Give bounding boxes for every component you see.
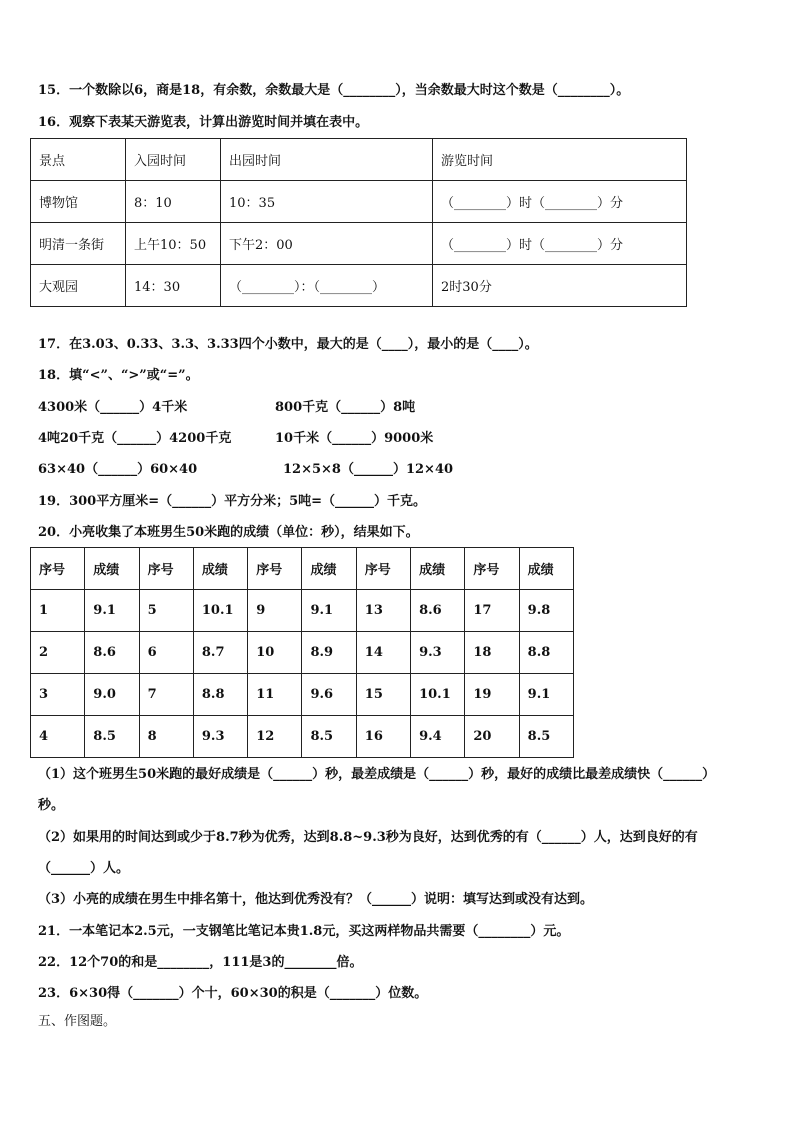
table-cell: 3: [31, 674, 85, 716]
compare-item: 10千米（______）9000米: [275, 431, 434, 446]
header-cell: 出园时间: [221, 139, 433, 181]
table-cell: 8.8: [519, 632, 573, 674]
compare-item: 800千克（______）8吨: [275, 400, 416, 415]
question-23: 23．6×30得（_______）个十，60×30的积是（_______）位数。: [38, 986, 428, 1001]
table-cell: 6: [139, 632, 193, 674]
header-cell: 序号: [356, 548, 410, 590]
table-cell: 16: [356, 716, 410, 758]
question-15: 15．一个数除以6，商是18，有余数，余数最大是（________），当余数最大时这个数是（________）。: [38, 83, 630, 98]
table-cell: 8.5: [85, 716, 139, 758]
table-cell: 10: [248, 632, 302, 674]
table-cell: 9.6: [302, 674, 356, 716]
table-cell: 9.4: [411, 716, 465, 758]
table-row: [31, 632, 574, 674]
table-cell: 14：30: [126, 265, 221, 307]
table-cell: （________）时（________）分: [433, 181, 687, 223]
table-row: [31, 590, 574, 632]
question-20-part-1: （1）这个班男生50米跑的最好成绩是（______）秒，最差成绩是（______）秒，最好的成绩比最差成绩快（______）: [38, 767, 716, 782]
table-cell: 8.6: [411, 590, 465, 632]
table-cell: 博物馆: [31, 181, 126, 223]
table-row: [31, 223, 687, 265]
table-cell: 9.3: [411, 632, 465, 674]
compare-item: 4300米（______）4千米: [38, 400, 188, 415]
table-cell: 10：35: [221, 181, 433, 223]
table-cell: 8.9: [302, 632, 356, 674]
table-cell: 15: [356, 674, 410, 716]
table-cell: 大观园: [31, 265, 126, 307]
table-row: [31, 716, 574, 758]
table-cell: 11: [248, 674, 302, 716]
question-22: 22．12个70的和是________，111是3的________倍。: [38, 955, 363, 970]
compare-item: 12×5×8（______）12×40: [283, 462, 454, 477]
table-cell: 17: [465, 590, 519, 632]
table-cell: 18: [465, 632, 519, 674]
table-cell: 7: [139, 674, 193, 716]
table-cell: 8.6: [85, 632, 139, 674]
compare-item: 63×40（______）60×40: [38, 462, 198, 477]
table-cell: 19: [465, 674, 519, 716]
table-cell: 9.0: [85, 674, 139, 716]
table-row: [31, 265, 687, 307]
scores-table: [30, 547, 574, 758]
header-cell: 入园时间: [126, 139, 221, 181]
table-cell: 9.3: [193, 716, 247, 758]
table-cell: 9.8: [519, 590, 573, 632]
table-cell: 8.5: [302, 716, 356, 758]
table-cell: 9: [248, 590, 302, 632]
header-cell: 序号: [31, 548, 85, 590]
table-row: [31, 674, 574, 716]
header-cell: 游览时间: [433, 139, 687, 181]
tour-table: [30, 138, 687, 307]
table-cell: 8.8: [193, 674, 247, 716]
question-20-part-1-cont: 秒。: [38, 798, 65, 813]
table-cell: 2: [31, 632, 85, 674]
table-cell: 13: [356, 590, 410, 632]
table-cell: 8：10: [126, 181, 221, 223]
table-cell: 8.7: [193, 632, 247, 674]
header-cell: 序号: [248, 548, 302, 590]
question-17: 17．在3.03、0.33、3.3、3.33四个小数中，最大的是（____），最小的是（____）。: [38, 337, 538, 352]
question-18-text: 18．填“<”、“>”或“=”。: [38, 368, 199, 383]
table-cell: 9.1: [302, 590, 356, 632]
table-cell: 明清一条街: [31, 223, 126, 265]
table-cell: 2时30分: [433, 265, 687, 307]
header-cell: 成绩: [302, 548, 356, 590]
header-cell: 成绩: [411, 548, 465, 590]
table-cell: （________）：（________）: [221, 265, 433, 307]
header-cell: 景点: [31, 139, 126, 181]
table-cell: 下午2：00: [221, 223, 433, 265]
table-cell: 20: [465, 716, 519, 758]
question-19: 19．300平方厘米=（______）平方分米；5吨=（______）千克。: [38, 494, 427, 509]
question-20-text: 20．小亮收集了本班男生50米跑的成绩（单位：秒），结果如下。: [38, 525, 419, 540]
table-cell: 8.5: [519, 716, 573, 758]
section-title: 五、作图题。: [38, 1014, 117, 1029]
header-cell: 成绩: [519, 548, 573, 590]
table-cell: 4: [31, 716, 85, 758]
table-cell: 12: [248, 716, 302, 758]
table-cell: 10.1: [193, 590, 247, 632]
compare-item: 4吨20千克（______）4200千克: [38, 431, 232, 446]
table-cell: 8: [139, 716, 193, 758]
question-16-text: 16．观察下表某天游览表，计算出游览时间并填在表中。: [38, 115, 369, 130]
table-cell: 9.1: [85, 590, 139, 632]
table-cell: 14: [356, 632, 410, 674]
table-header-row: [31, 139, 687, 181]
table-cell: 9.1: [519, 674, 573, 716]
header-cell: 序号: [139, 548, 193, 590]
table-cell: （________）时（________）分: [433, 223, 687, 265]
question-21: 21．一本笔记本2.5元，一支钢笔比笔记本贵1.8元，买这两样物品共需要（________）元。: [38, 924, 570, 939]
question-20-part-3: （3）小亮的成绩在男生中排名第十，他达到优秀没有？（______）说明：填写达到或没有达到。: [38, 892, 594, 907]
table-row: [31, 181, 687, 223]
table-cell: 5: [139, 590, 193, 632]
question-20-part-2-cont: （______）人。: [38, 861, 130, 876]
table-header-row: [31, 548, 574, 590]
header-cell: 序号: [465, 548, 519, 590]
header-cell: 成绩: [85, 548, 139, 590]
table-cell: 10.1: [411, 674, 465, 716]
table-cell: 上午10：50: [126, 223, 221, 265]
header-cell: 成绩: [193, 548, 247, 590]
table-cell: 1: [31, 590, 85, 632]
question-20-part-2: （2）如果用的时间达到或少于8.7秒为优秀，达到8.8~9.3秒为良好，达到优秀的有（______）人，达到良好的有: [38, 830, 698, 845]
